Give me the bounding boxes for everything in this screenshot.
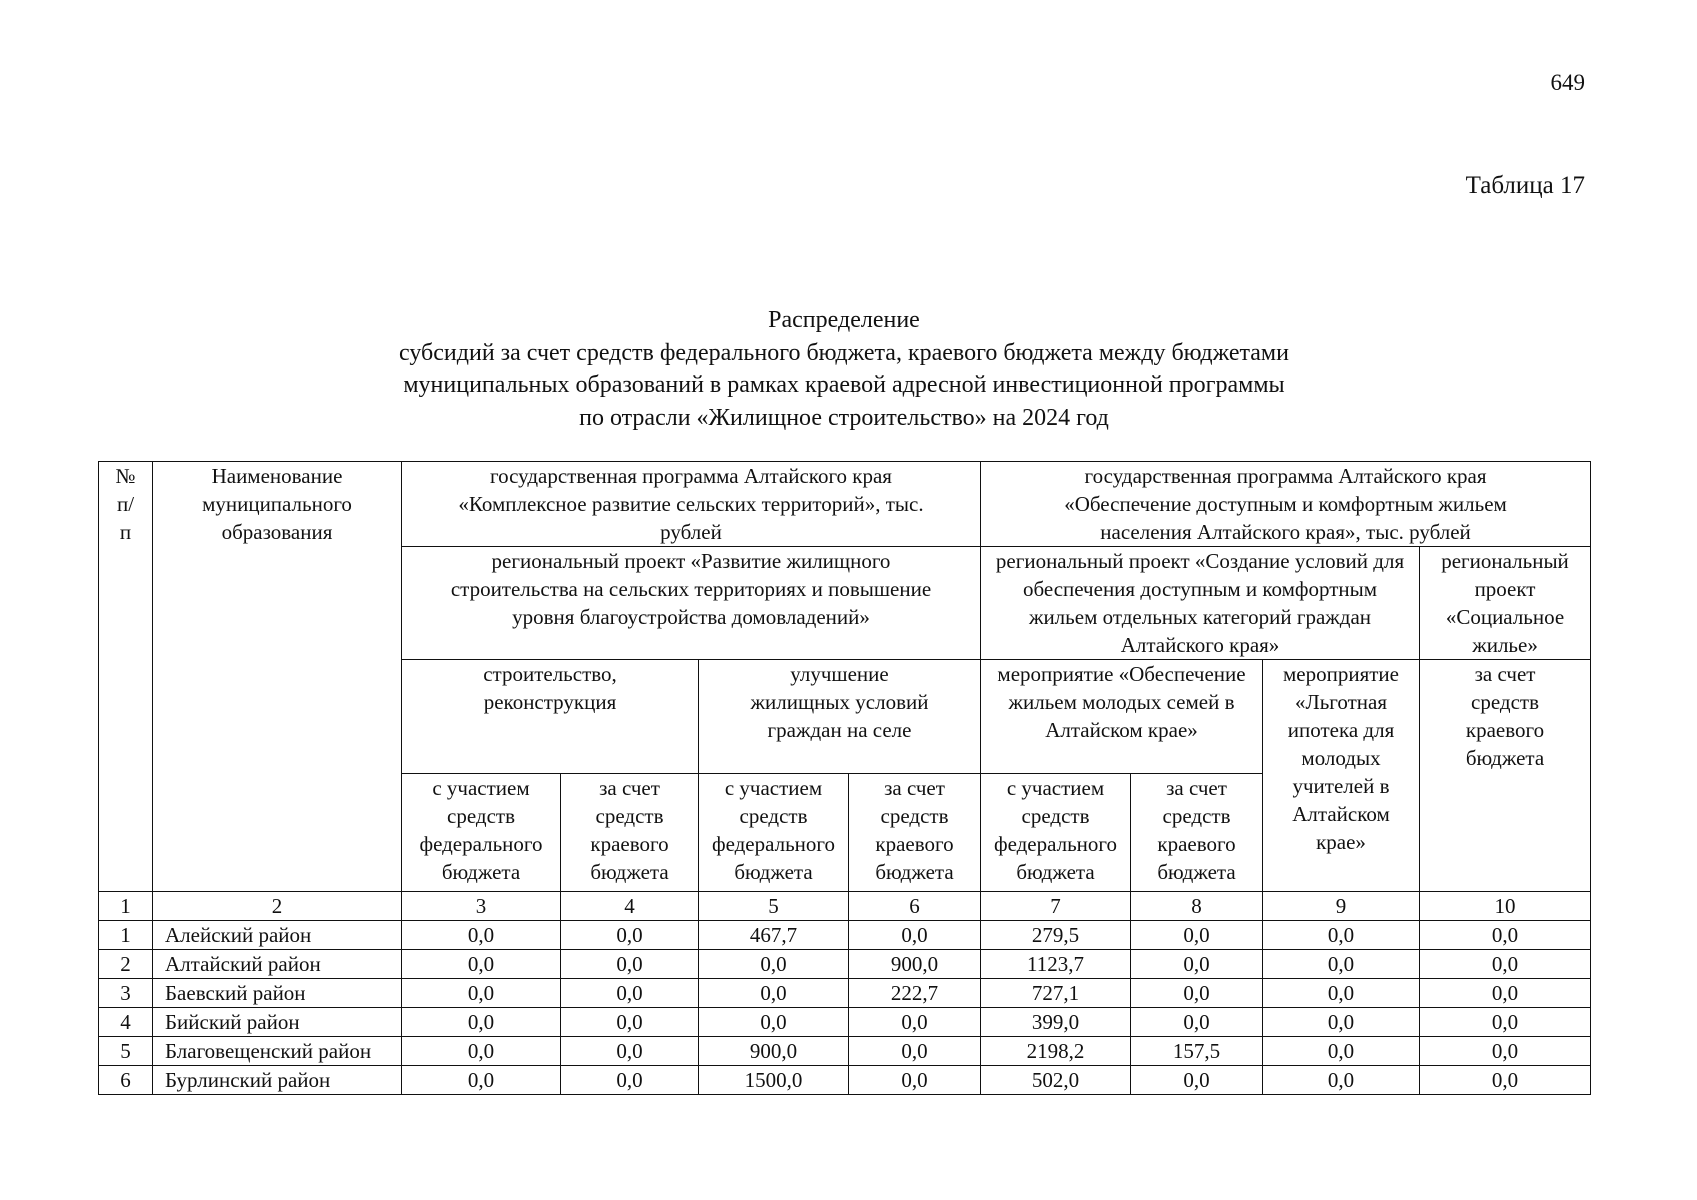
- municipality-name: Алейский район: [153, 921, 402, 950]
- header-project-1: региональный проект «Развитие жилищного строительства на сельских территориях и повышение уровня благоустройства домовладений»: [402, 547, 981, 660]
- value-cell: 0,0: [1263, 950, 1420, 979]
- value-cell: 0,0: [561, 950, 699, 979]
- value-cell: 502,0: [981, 1066, 1131, 1095]
- value-cell: 0,0: [1420, 1037, 1591, 1066]
- value-cell: 0,0: [1131, 979, 1263, 1008]
- value-cell: 0,0: [561, 1008, 699, 1037]
- value-cell: 0,0: [699, 1008, 849, 1037]
- value-cell: 0,0: [402, 979, 561, 1008]
- value-cell: 0,0: [1420, 1066, 1591, 1095]
- value-cell: 2198,2: [981, 1037, 1131, 1066]
- municipality-name: Алтайский район: [153, 950, 402, 979]
- table-row: [99, 950, 1591, 979]
- value-cell: 279,5: [981, 921, 1131, 950]
- value-cell: 0,0: [1263, 1008, 1420, 1037]
- page-number: 649: [1550, 70, 1585, 95]
- municipality-name: Бийский район: [153, 1008, 402, 1037]
- header-young-families: мероприятие «Обеспечение жильем молодых семей в Алтайском крае»: [981, 660, 1263, 774]
- header-program-2: государственная программа Алтайского края «Обеспечение доступным и комфортным жильем населения Алтайского края», тыс. рублей: [981, 462, 1591, 547]
- title-line: муниципальных образований в рамках краевой адресной инвестиционной программы: [403, 372, 1285, 398]
- header-regional: за счет средств краевого бюджета: [1131, 774, 1263, 892]
- header-federal: с участием средств федерального бюджета: [402, 774, 561, 892]
- table-row: [99, 1066, 1591, 1095]
- header-teachers-mortgage: мероприятие «Льготная ипотека для молодых учителей в Алтайском крае»: [1263, 660, 1420, 892]
- column-number: 2: [153, 892, 402, 921]
- table-row: [99, 1037, 1591, 1066]
- value-cell: 0,0: [849, 1066, 981, 1095]
- header-project-3: региональный проект «Социальное жилье»: [1420, 547, 1591, 660]
- value-cell: 0,0: [561, 921, 699, 950]
- header-num: № п/п: [99, 462, 153, 892]
- row-number: 3: [99, 979, 153, 1008]
- value-cell: 0,0: [1263, 1066, 1420, 1095]
- value-cell: 900,0: [699, 1037, 849, 1066]
- value-cell: 727,1: [981, 979, 1131, 1008]
- header-regional: за счет средств краевого бюджета: [849, 774, 981, 892]
- value-cell: 0,0: [561, 1066, 699, 1095]
- value-cell: 0,0: [402, 921, 561, 950]
- table-row: [99, 1008, 1591, 1037]
- title-line: Распределение: [768, 307, 920, 333]
- value-cell: 900,0: [849, 950, 981, 979]
- municipality-name: Баевский район: [153, 979, 402, 1008]
- header-name: Наименование муниципального образования: [153, 462, 402, 892]
- value-cell: 0,0: [561, 979, 699, 1008]
- value-cell: 0,0: [849, 921, 981, 950]
- header-regional-budget: за счет средств краевого бюджета: [1420, 660, 1591, 892]
- value-cell: 0,0: [1131, 1008, 1263, 1037]
- value-cell: 0,0: [561, 1037, 699, 1066]
- title-line: субсидий за счет средств федерального бюджета, краевого бюджета между бюджетами: [399, 339, 1289, 366]
- value-cell: 0,0: [402, 1037, 561, 1066]
- subsidy-table: [98, 461, 1591, 1095]
- value-cell: 0,0: [402, 1008, 561, 1037]
- row-number: 5: [99, 1037, 153, 1066]
- value-cell: 0,0: [849, 1037, 981, 1066]
- row-number: 4: [99, 1008, 153, 1037]
- title-line: по отрасли «Жилищное строительство» на 2024 год: [579, 404, 1109, 431]
- table-row: [99, 979, 1591, 1008]
- value-cell: 0,0: [1420, 950, 1591, 979]
- municipality-name: Благовещенский район: [153, 1037, 402, 1066]
- value-cell: 1123,7: [981, 950, 1131, 979]
- row-number: 6: [99, 1066, 153, 1095]
- value-cell: 0,0: [402, 1066, 561, 1095]
- value-cell: 0,0: [1131, 950, 1263, 979]
- header-program-1: государственная программа Алтайского края «Комплексное развитие сельских территорий», тыс. рублей: [402, 462, 981, 547]
- header-federal: с участием средств федерального бюджета: [699, 774, 849, 892]
- column-number: 7: [981, 892, 1131, 921]
- value-cell: 0,0: [1131, 1066, 1263, 1095]
- value-cell: 0,0: [699, 979, 849, 1008]
- header-rural-housing: улучшение жилищных условий граждан на селе: [699, 660, 981, 774]
- value-cell: 0,0: [1263, 921, 1420, 950]
- column-number: 6: [849, 892, 981, 921]
- column-number-row: [99, 892, 1591, 921]
- column-number: 4: [561, 892, 699, 921]
- value-cell: 0,0: [699, 950, 849, 979]
- municipality-name: Бурлинский район: [153, 1066, 402, 1095]
- header-project-2: региональный проект «Создание условий для обеспечения доступным и комфортным жильем отдельных категорий граждан Алтайского края»: [981, 547, 1420, 660]
- table-label: Таблица 17: [1465, 172, 1585, 199]
- value-cell: 0,0: [1420, 979, 1591, 1008]
- header-construction: строительство, реконструкция: [402, 660, 699, 774]
- column-number: 10: [1420, 892, 1591, 921]
- value-cell: 0,0: [402, 950, 561, 979]
- value-cell: 0,0: [1420, 921, 1591, 950]
- column-number: 9: [1263, 892, 1420, 921]
- value-cell: 222,7: [849, 979, 981, 1008]
- header-federal: с участием средств федерального бюджета: [981, 774, 1131, 892]
- document-title: [98, 304, 1590, 434]
- column-number: 1: [99, 892, 153, 921]
- value-cell: 0,0: [1131, 921, 1263, 950]
- column-number: 5: [699, 892, 849, 921]
- value-cell: 0,0: [849, 1008, 981, 1037]
- row-number: 1: [99, 921, 153, 950]
- value-cell: 0,0: [1263, 1037, 1420, 1066]
- value-cell: 399,0: [981, 1008, 1131, 1037]
- value-cell: 467,7: [699, 921, 849, 950]
- header-regional: за счет средств краевого бюджета: [561, 774, 699, 892]
- row-number: 2: [99, 950, 153, 979]
- column-number: 3: [402, 892, 561, 921]
- value-cell: 1500,0: [699, 1066, 849, 1095]
- value-cell: 157,5: [1131, 1037, 1263, 1066]
- table-row: [99, 921, 1591, 950]
- value-cell: 0,0: [1420, 1008, 1591, 1037]
- value-cell: 0,0: [1263, 979, 1420, 1008]
- column-number: 8: [1131, 892, 1263, 921]
